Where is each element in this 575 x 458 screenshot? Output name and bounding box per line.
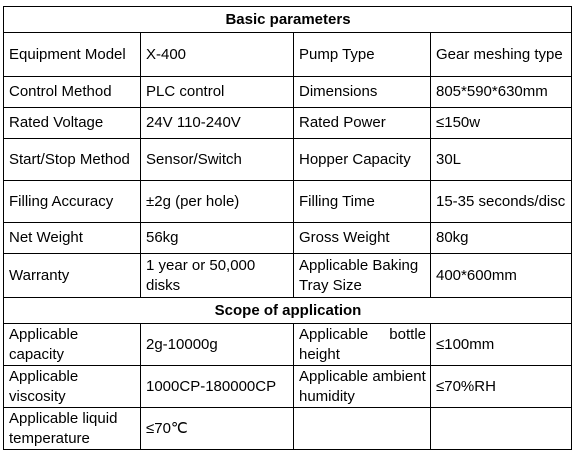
scope-of-application-header-row — [4, 298, 572, 324]
table-row — [4, 181, 572, 223]
table-row — [4, 366, 572, 408]
value-cell: PLC control — [141, 77, 294, 108]
value-cell: 15-35 seconds/disc — [431, 181, 572, 223]
value-cell: ±2g (per hole) — [141, 181, 294, 223]
label-cell: Rated Power — [294, 108, 431, 139]
label-cell: Filling Accuracy — [4, 181, 141, 223]
value-cell: 1 year or 50,000 disks — [141, 254, 294, 298]
label-cell: Rated Voltage — [4, 108, 141, 139]
table-row — [4, 33, 572, 77]
value-cell: 30L — [431, 139, 572, 181]
value-cell: X-400 — [141, 33, 294, 77]
empty-cell — [294, 408, 431, 450]
value-cell: ≤70%RH — [431, 366, 572, 408]
basic-parameters-title: Basic parameters — [4, 7, 572, 33]
table-row — [4, 108, 572, 139]
value-cell: 1000CP-180000CP — [141, 366, 294, 408]
parameters-table — [3, 6, 572, 450]
label-cell: Gross Weight — [294, 223, 431, 254]
table-row — [4, 223, 572, 254]
label-cell: Control Method — [4, 77, 141, 108]
label-cell: Applicable liquid temperature — [4, 408, 141, 450]
label-cell: Start/Stop Method — [4, 139, 141, 181]
value-cell: Gear meshing type — [431, 33, 572, 77]
label-cell: Applicable ambient humidity — [294, 366, 431, 408]
label-cell: Net Weight — [4, 223, 141, 254]
value-cell: 24V 110-240V — [141, 108, 294, 139]
basic-parameters-header-row — [4, 7, 572, 33]
value-cell: 80kg — [431, 223, 572, 254]
value-cell: 805*590*630mm — [431, 77, 572, 108]
table-row — [4, 408, 572, 450]
label-cell: Applicable capacity — [4, 324, 141, 366]
empty-cell — [431, 408, 572, 450]
scope-of-application-title: Scope of application — [4, 298, 572, 324]
value-cell: ≤100mm — [431, 324, 572, 366]
value-cell: 56kg — [141, 223, 294, 254]
value-cell: 400*600mm — [431, 254, 572, 298]
label-cell: Applicable Baking Tray Size — [294, 254, 431, 298]
label-cell: Hopper Capacity — [294, 139, 431, 181]
value-cell: 2g-10000g — [141, 324, 294, 366]
label-cell: Dimensions — [294, 77, 431, 108]
label-cell: Filling Time — [294, 181, 431, 223]
value-cell: ≤150w — [431, 108, 572, 139]
label-cell: Equipment Model — [4, 33, 141, 77]
table-row — [4, 139, 572, 181]
value-cell: Sensor/Switch — [141, 139, 294, 181]
table-row — [4, 254, 572, 298]
label-cell: Applicable bottle height — [294, 324, 431, 366]
label-cell: Pump Type — [294, 33, 431, 77]
table-row — [4, 324, 572, 366]
table-row — [4, 77, 572, 108]
label-cell: Applicable viscosity — [4, 366, 141, 408]
value-cell: ≤70℃ — [141, 408, 294, 450]
label-cell: Warranty — [4, 254, 141, 298]
